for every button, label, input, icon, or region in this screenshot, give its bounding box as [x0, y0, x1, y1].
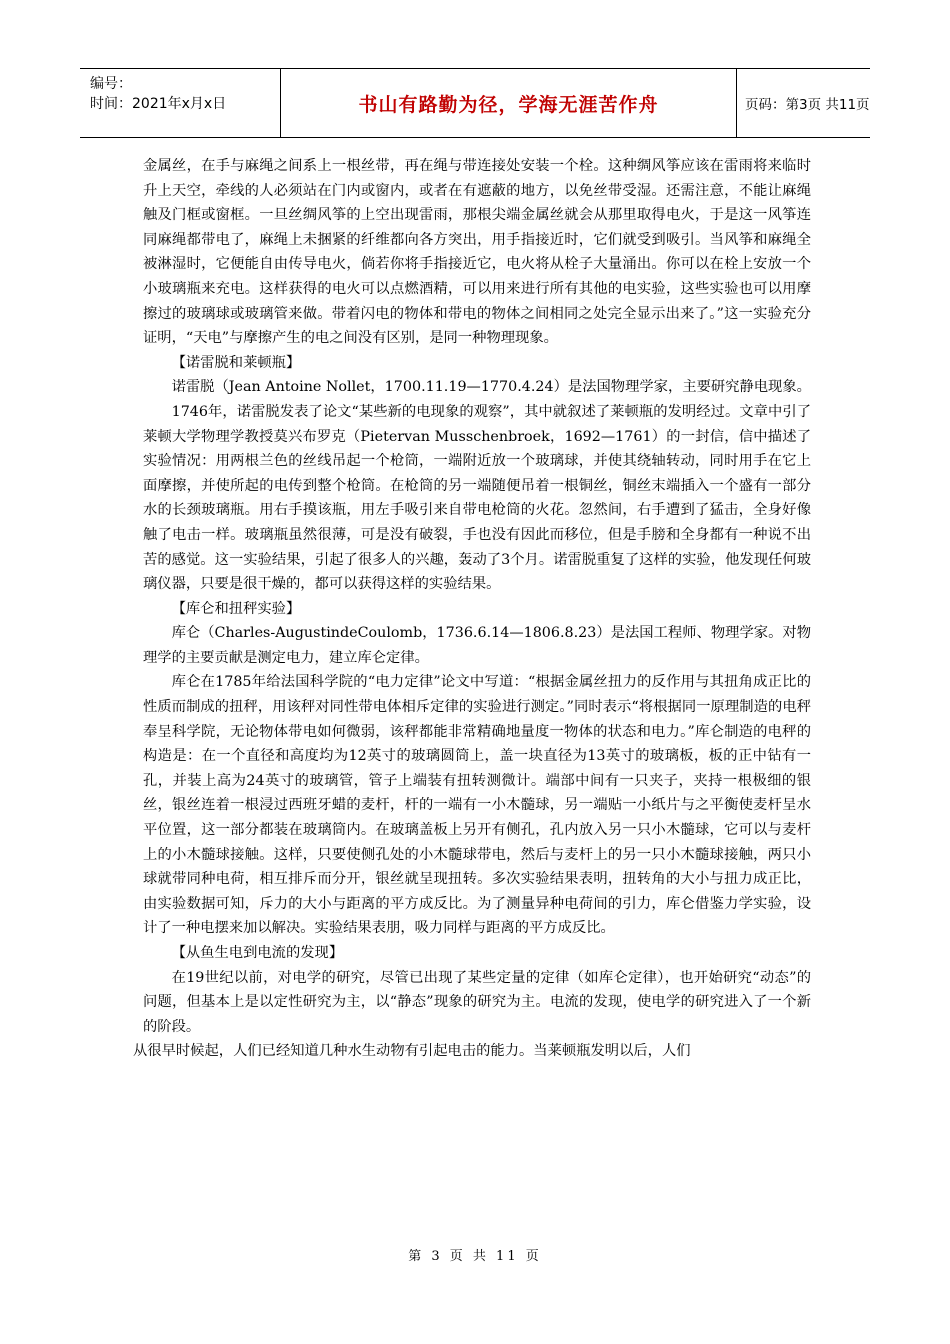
body-paragraph: 1746年，诺雷脱发表了论文“某些新的电现象的观察”，其中就叙述了莱顿瓶的发明经过。文章中引了莱顿大学物理学教授莫兴布罗克（Pietervan Musschenbroek，1692—1761）的一封信，信中描述了实验情况：用两根兰色的丝线吊起一个枪筒，一端附近放一个玻璃球，并使其绕轴转动，同时用手在它上面摩擦，并使所起的电传到整个枪筒。在枪筒的另一端随便吊着一根铜丝，铜丝末端插入一个盛有一部分水的长颈玻璃瓶。用右手摸该瓶，用左手吸引来自带电枪筒的火花。忽然间，右手遭到了猛击，全身好像触了电击一样。玻璃瓶虽然很薄，可是没有破裂，手也没有因此而移位，但是手膀和全身都有一种说不出苦的感觉。这一实验结果，引起了很多人的兴趣，轰动了3个月。诺雷脱重复了这样的实验，他发现任何玻璃仪器，只要是很干燥的，都可以获得这样的实验结果。 [143, 403, 811, 593]
body-paragraph: 库仑（Charles-AugustindeCoulomb，1736.6.14—1806.8.23）是法国工程师、物理学家。对物理学的主要贡献是测定电力，建立库仑定律。 [143, 625, 811, 666]
section-heading-nollet: 【诺雷脱和莱顿瓶】 [171, 354, 301, 371]
header-page-cell [737, 69, 870, 137]
page-footer: 第 3 页 共 11 页 [408, 1249, 542, 1264]
body-paragraph: 库仑在1785年给法国科学院的“电力定律”论文中写道：“根据金属丝扭力的反作用与其扭角成正比的性质而制成的扭秤，用该秤对同性带电体相斥定律的实验进行测定。”同时表示“将根据同一原理制造的电秤奉呈科学院，无论物体带电如何微弱，该秤都能非常精确地量度一物体的状态和电力。”库仑制造的电秤的构造是：在一个直径和高度均为12英寸的玻璃圆筒上，盖一块直径为13英寸的玻璃板，板的正中钻有一孔，并装上高为24英寸的玻璃管，管子上端装有扭转测微计。端部中间有一只夹子，夹持一根极细的银丝，银丝连着一根浸过西班牙蜡的麦杆，杆的一端有一小木髓球，另一端贴一小纸片与之平衡使麦杆呈水平位置，这一部分都装在玻璃筒内。在玻璃盖板上另开有侧孔，孔内放入另一只小木髓球，它可以与麦杆上的小木髓球接触。这样，只要使侧孔处的小木髓球带电，然后与麦杆上的另一只小木髓球接触，两只小球就带同种电荷，相互排斥而分开，银丝就呈现扭转。多次实验结果表明，扭转角的大小与扭力成正比，由实验数据可知，斥力的大小与距离的平方成反比。为了测量异种电荷间的引力，库仑借鉴力学实验，设计了一种电摆来加以解决。实验结果表朋，吸力同样与距离的平方成反比。 [143, 674, 812, 937]
body-paragraph: 金属丝，在手与麻绳之间系上一根丝带，再在绳与带连接处安装一个栓。这种绸风筝应该在雷雨将来临时升上天空，牵线的人必须站在门内或窗内，或者在有遮蔽的地方，以免丝带受湿。还需注意，不能让麻绳触及门框或窗框。一旦丝绸风筝的上空出现雷雨，那根尖端金属丝就会从那里取得电火，于是这一风筝连同麻绳都带电了，麻绳上未捆紧的纤维都向各方突出，用手指接近时，它们就受到吸引。当风筝和麻绳全被淋湿时，它便能自由传导电火，倘若你将手指接近它，电火将从栓子大量涌出。你可以在栓上安放一个小玻璃瓶来充电。这样获得的电火可以点燃酒精，可以用来进行所有其他的电实验，这些实验也可以用摩擦过的玻璃球或玻璃管来做。带着闪电的物体和带电的物体之间相同之处完全显示出来了。”这一实验充分证明，“天电”与摩擦产生的电之间没有区别，是同一种物理现象。 [143, 158, 811, 347]
header-motto-cell [281, 69, 737, 137]
section-heading-coulomb: 【库仑和扭秤实验】 [171, 600, 301, 617]
document-body [133, 154, 812, 1064]
header-meta-cell [80, 69, 281, 137]
header-page-info: 页码：第3页 共11页 [745, 97, 870, 113]
document-code-label: 编号： [90, 76, 132, 92]
document-date-label: 时间：2021年x月x日 [90, 96, 227, 112]
body-paragraph: 从很早时候起，人们已经知道几种水生动物有引起电击的能力。当莱顿瓶发明以后，人们 [133, 1043, 691, 1060]
section-heading-current: 【从鱼生电到电流的发现】 [171, 945, 344, 961]
body-paragraph: 在19世纪以前，对电学的研究，尽管已出现了某些定量的定律（如库仑定律），也开始研究“动态”的问题，但基本上是以定性研究为主，以“静态”现象的研究为主。电流的发现，使电学的研究进入了一个新的阶段。 [143, 969, 811, 1035]
body-paragraph: 诺雷脱（Jean Antoine Nollet，1700.11.19—1770.4.24）是法国物理学家，主要研究静电现象。 [171, 379, 811, 396]
page-header [80, 68, 870, 138]
header-motto: 书山有路勤为径，学海无涯苦作舟 [358, 93, 659, 116]
